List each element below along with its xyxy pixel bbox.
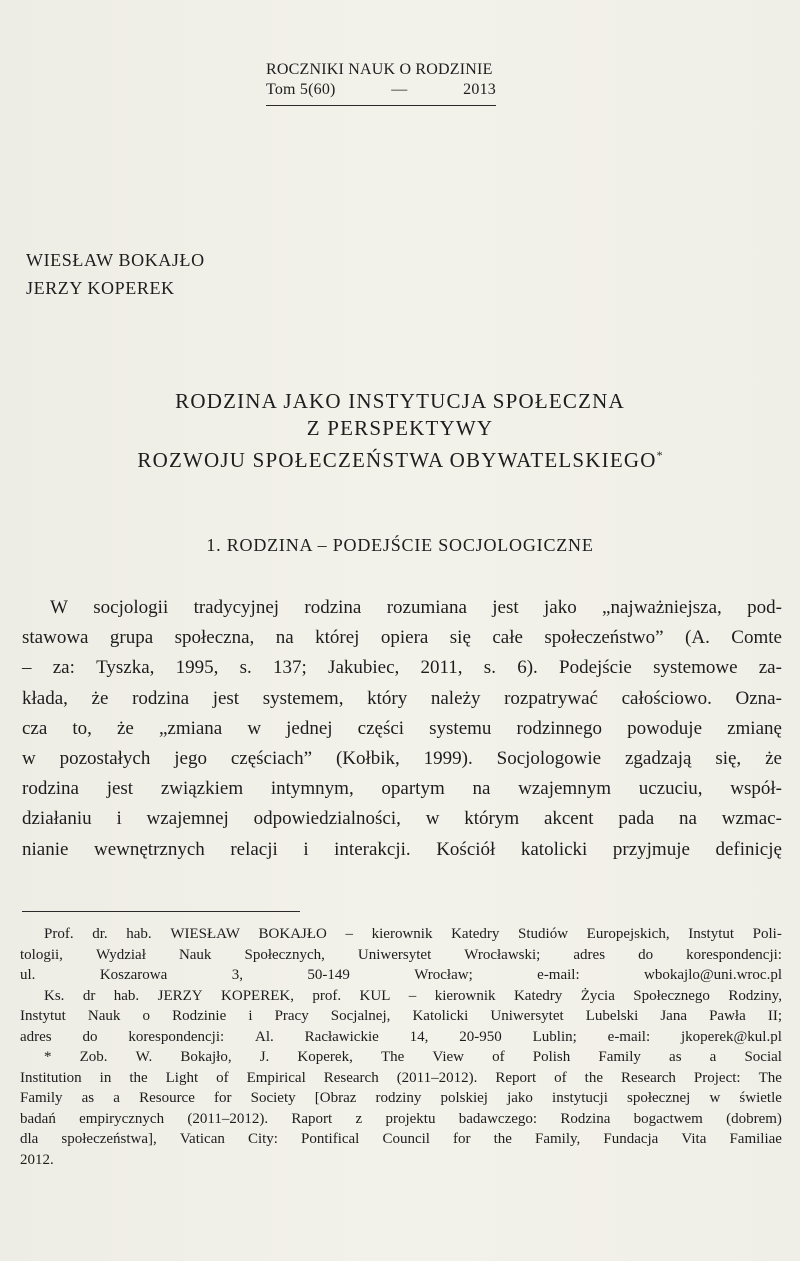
footnote-line: Instytut Nauk o Rodzinie i Pracy Socjalnej, Katolicki Uniwersytet Lubelski Jana Pawła II; <box>20 1008 782 1024</box>
body-line: nianie wewnętrznych relacji i interakcji. Kościół katolicki przyjmuje definicję <box>22 838 782 860</box>
footnote-line: Family as a Resource for Society [Obraz rodziny polskiej jako instytucji społecznej w świetle <box>20 1090 782 1106</box>
body-line: stawowa grupa społeczna, na której opiera się całe społeczeństwo” (A. Comte <box>22 627 782 649</box>
title-line: Z PERSPEKTYWY <box>306 416 494 440</box>
body-line: – za: Tyszka, 1995, s. 137; Jakubiec, 2011, s. 6). Podejście systemowe za- <box>22 657 782 679</box>
footnote-line: Prof. dr. hab. WIESŁAW BOKAJŁO – kierownik Katedry Studiów Europejskich, Instytut Poli- <box>44 926 782 942</box>
header-rule <box>266 105 496 106</box>
year: 2013 <box>463 81 496 98</box>
author-name: JERZY KOPEREK <box>26 278 175 298</box>
footnote-line: badań empirycznych (2011–2012). Raport z projektu badawczego: Rodzina bogactwem (dobrem) <box>20 1110 782 1127</box>
body-line: cza to, że „zmiana w jednej części systemu rodzinnego powoduje zmianę <box>22 717 782 739</box>
author-list <box>26 246 205 302</box>
article-title <box>60 388 740 474</box>
journal-header <box>266 60 496 100</box>
section-heading: 1. RODZINA – PODEJŚCIE SOCJOLOGICZNE <box>206 535 594 555</box>
body-line: rodzina jest związkiem intymnym, opartym na wzajemnym uczuciu, współ- <box>22 778 782 800</box>
footnote-line: Ks. dr hab. JERZY KOPEREK, prof. KUL – kierownik Katedry Życia Społecznego Rodziny, <box>44 987 782 1004</box>
footnote-marker: * <box>656 448 663 462</box>
volume: Tom 5(60) <box>266 81 336 98</box>
author-name: WIESŁAW BOKAJŁO <box>26 250 205 270</box>
footnote-line: Institution in the Light of Empirical Research (2011–2012). Report of the Research Project: The <box>20 1069 782 1086</box>
body-line: działaniu i wzajemnej odpowiedzialności, w którym akcent pada na wzmac- <box>22 808 782 830</box>
body-line: W socjologii tradycyjnej rodzina rozumiana jest jako „najważniejsza, pod- <box>50 597 782 618</box>
footnote-line: * Zob. W. Bokajło, J. Koperek, The View of Polish Family as a Social <box>44 1049 782 1065</box>
body-line: kłada, że rodzina jest systemem, który należy rozpatrywać całościowo. Ozna- <box>22 687 782 709</box>
body-paragraph <box>22 593 782 865</box>
footnote-line: 2012. <box>20 1151 54 1168</box>
footnote-line: dla społeczeństwa], Vatican City: Pontifical Council for the Family, Fundacja Vita Familiae <box>20 1131 782 1147</box>
title-line-last <box>60 442 740 474</box>
footnote-line: ul. Koszarowa 3, 50-149 Wrocław; e-mail: wbokajlo@uni.wroc.pl <box>20 967 782 983</box>
volume-dash: — <box>391 81 408 98</box>
footnote-line: adres do korespondencji: Al. Racławickie 14, 20-950 Lublin; e-mail: jkoperek@kul.pl <box>20 1028 782 1045</box>
volume-line <box>266 80 496 100</box>
footnotes <box>20 924 782 1170</box>
body-line: w pozostałych jego częściach” (Kołbik, 1999). Socjologowie zgadzają się, że <box>22 748 782 770</box>
footnote-line: tologii, Wydział Nauk Społecznych, Uniwersytet Wrocławski; adres do korespondencji: <box>20 946 782 963</box>
title-line: ROZWOJU SPOŁECZEŃSTWA OBYWATELSKIEGO <box>137 448 657 472</box>
journal-title: ROCZNIKI NAUK O RODZINIE <box>266 61 493 78</box>
footnote-rule <box>22 911 300 912</box>
title-line: RODZINA JAKO INSTYTUCJA SPOŁECZNA <box>175 389 625 413</box>
